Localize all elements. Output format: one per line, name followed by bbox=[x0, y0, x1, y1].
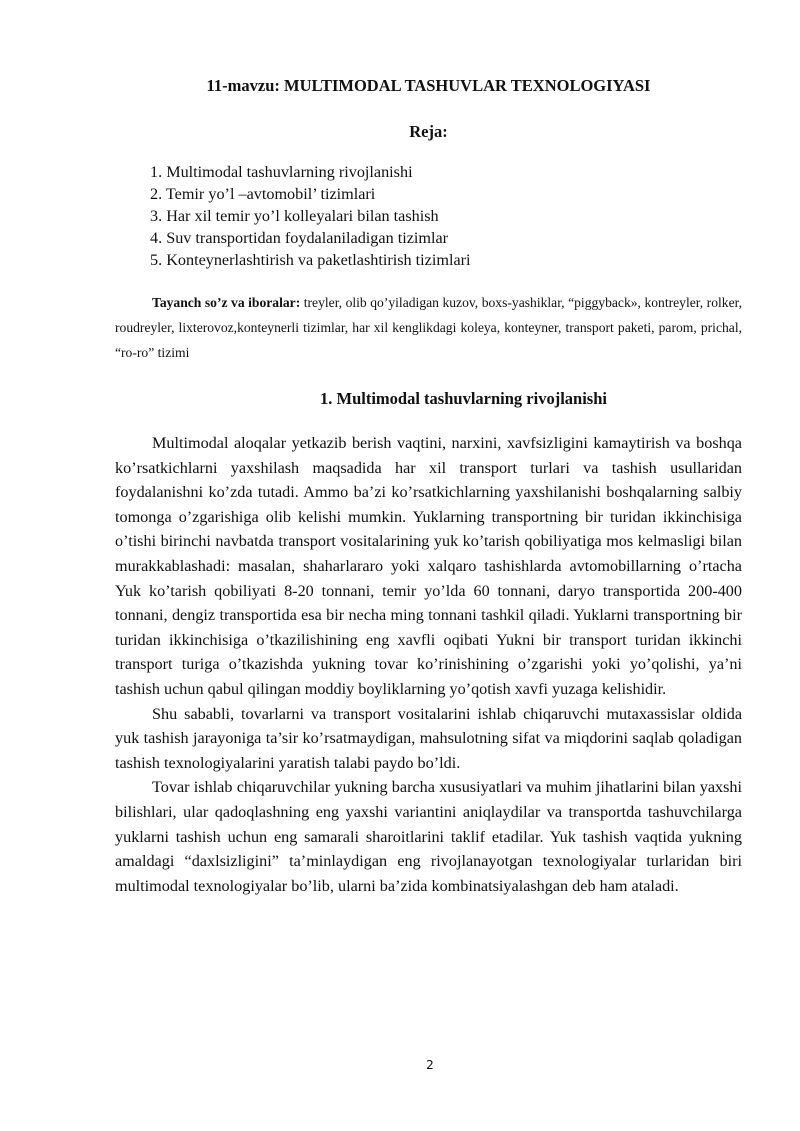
keywords-label: Tayanch so’z va iboralar: bbox=[152, 295, 301, 310]
plan-list bbox=[150, 161, 471, 271]
keywords-text: treyler, olib qo’yiladigan kuzov, boxs-yashiklar, “piggyback», kontreyler, rolker, roudreyler, lixterovoz,konteynerli tizimlar, har xil kenglikdagi koleya, konteyner, transport paketi, parom, prichal, “ro-ro” tizimi bbox=[115, 295, 742, 360]
keywords-paragraph bbox=[115, 290, 742, 365]
plan-item: 1. Multimodal tashuvlarning rivojlanishi bbox=[150, 163, 413, 181]
paragraph: Tovar ishlab chiqaruvchilar yukning barcha xususiyatlari va muhim jihatlarini bilan yaxshi bilishlari, ular qadoqlashning eng yaxshi variantini aniqlaydilar va transportda tashuvchilarga yuklarni tashish uchun eng samarali sharoitlarini taklif etadilar. Yuk tashish vaqtida yukning amaldagi “daxlsizligini” ta’minlaydigan eng rivojlanayotgan texnologiyalar turlaridan biri multimodal texnologiyalar bo’lib, ularni ba’zida kombinatsiyalashgan deb ham ataladi. bbox=[115, 778, 742, 895]
body-text bbox=[115, 431, 742, 898]
plan-item: 4. Suv transportidan foydalaniladigan tizimlar bbox=[150, 229, 449, 247]
section-title: 1. Multimodal tashuvlarning rivojlanishi bbox=[320, 389, 607, 408]
plan-item: 5. Konteynerlashtirish va paketlashtirish tizimlari bbox=[150, 251, 471, 269]
plan-item: 2. Temir yo’l –avtomobil’ tizimlari bbox=[150, 185, 376, 203]
plan-item: 3. Har xil temir yo’l kolleyalari bilan tashish bbox=[150, 207, 439, 225]
plan-heading: Reja: bbox=[409, 122, 448, 141]
document-title: 11-mavzu: MULTIMODAL TASHUVLAR TEXNOLOGIYASI bbox=[206, 76, 651, 95]
paragraph: Multimodal aloqalar yetkazib berish vaqtini, narxini, xavfsizligini kamaytirish va boshqa ko’rsatkichlarni yaxshilash maqsadida har xil transport turlari va tashish usullaridan foydalanishni ko’zda tutadi. Ammo ba’zi ko’rsatkichlarning yaxshilanishi boshqalarning salbiy tomonga o’zgarishiga olib kelishi mumkin. Yuklarning transportning bir turidan ikkinchisiga o’tishi birinchi navbatda transport vositalarining yuk ko’tarish qobiliyatiga mos kelmasligi bilan murakkablashadi: masalan, shaharlararo yoki xalqaro tashishlarda avtomobillarning o’rtacha Yuk ko’tarish qobiliyati 8-20 tonnani, temir yo’lda 60 tonnani, daryo transportida 200-400 tonnani, dengiz transportida esa bir necha ming tonnani tashkil qiladi. Yuklarni transportning bir turidan ikkinchisiga o’tkazilishining eng xavfli oqibati Yukni bir transport turidan ikkinchi transport turiga o’tkazishda yukning tovar ko’rinishining o’zgarishi yoki yo’qolishi, ya’ni tashish uchun qabul qilingan moddiy boyliklarning yo’qotish xavfi yuzaga kelishidir. bbox=[115, 434, 742, 698]
page-number: 2 bbox=[426, 1058, 434, 1072]
paragraph: Shu sababli, tovarlarni va transport vositalarini ishlab chiqaruvchi mutaxassislar oldida yuk tashish jarayoniga ta’sir ko’rsatmaydigan, mahsulotning sifat va miqdorini saqlab qoladigan tashish texnologiyalarini yaratish talabi paydo bo’ldi. bbox=[115, 704, 742, 772]
